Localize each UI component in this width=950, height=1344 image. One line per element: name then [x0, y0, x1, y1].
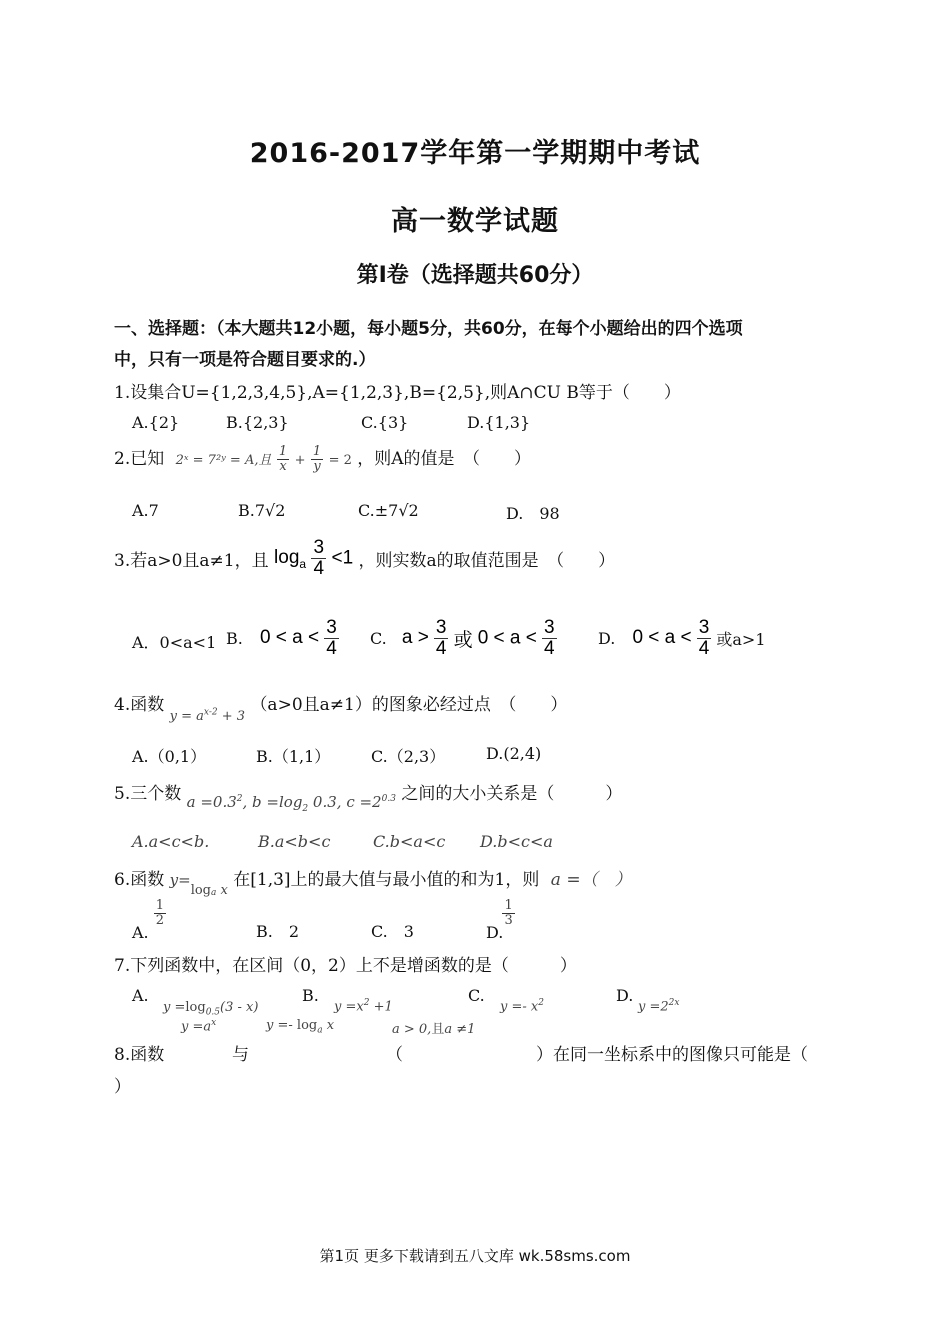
q8-expr-1: $y =a^x$ [181, 1018, 217, 1035]
question-6-stem: 6.函数 $y=\log_a$ x 在[1,3]上的最大值与最小值的和为1，则 a =（ ） [114, 870, 632, 898]
q5-option-a: A.a<c<b. [132, 832, 210, 851]
q6-option-d: D. $\frac{1}{3}$ [486, 898, 513, 942]
q3-stem-post: ，则实数a的取值范围是 （ ） [358, 550, 616, 571]
question-1-stem: 1.设集合U={1,2,3,4,5},A={1,2,3},B={2,5},则A∩CU B等于（ ） [114, 383, 681, 403]
q7-expr-d: $y =2^{2x}$ [638, 998, 680, 1015]
section-title: 第Ⅰ卷（选择题共60分） [356, 263, 594, 288]
q4-option-a: A.（0,1） [132, 747, 207, 766]
question-4-stem: 4.函数 $_{y = a^{x-2} + 3}$ （a>0且a≠1）的图象必经过点 （ ） [114, 695, 568, 724]
page-subtitle: 高一数学试题 [391, 206, 559, 237]
page-title: 2016-2017学年第一学期期中考试 [249, 138, 701, 169]
q7-option-d: D. [616, 986, 634, 1005]
q7-option-c: C. [468, 986, 485, 1005]
q8-stem-mid: 与 [232, 1045, 249, 1065]
q2-stem-pre: 2.已知 [114, 449, 165, 469]
q3-stem-pre: 3.若a>0且a≠1，且 [114, 550, 269, 571]
q8-expr-3: a > 0,且a ≠1 [392, 1022, 476, 1037]
q2-frac-1-over-x: $\frac{1}{x}$ [278, 444, 288, 474]
q4-expr: y = ax-2 + 3 [169, 707, 246, 724]
q7-expr-c: $y =- x^2$ [500, 998, 544, 1015]
q1-option-c: C.{3} [361, 413, 409, 432]
q8-stem-end: ） [114, 1077, 131, 1097]
q2-option-d: D. 98 [506, 504, 560, 523]
q8-stem-post: ）在同一坐标系中的图像只可能是（ [536, 1045, 808, 1065]
q2-option-b: B.7√2 [238, 501, 286, 520]
q2-expr-2: = 2 [328, 453, 352, 468]
q5-option-c: C.b<a<c [373, 832, 446, 851]
q7-option-b: B. [302, 986, 319, 1005]
q7-expr-b: $y =x^2 +1$ [334, 998, 393, 1015]
q1-option-a: A.{2} [132, 413, 180, 432]
q3-option-c: C. a > $\frac{3}{4}$ 或 0 < a < $\frac{3}{4}$ [370, 617, 555, 659]
q2-frac-1-over-y: $\frac{1}{y}$ [312, 444, 322, 474]
q6-expr: $y=\log_a$ x [169, 871, 228, 898]
question-2-stem: 2.已知 2ˣ = 7²ʸ = A,且 $\frac{1}{x}$ + $\frac{1}{y}$ = 2 ，则A的值是 （ ） [114, 444, 532, 474]
q3-frac-3-4: $\frac{3}{4}$ [313, 537, 325, 579]
q2-option-a: A.7 [132, 501, 159, 520]
q1-option-d: D.{1,3} [467, 413, 531, 432]
q7-expr-a: $y =\log_{0.5}(3 - x)$ [163, 1000, 259, 1018]
q5-expr: $a =0.3^2$, $b =\log_2$ 0.3, $c =2^{0.3}$ [186, 793, 396, 814]
q4-option-d: D.(2,4) [486, 744, 542, 763]
q5-option-d: D.b<c<a [480, 832, 553, 851]
q6-option-b: B. 2 [256, 922, 300, 941]
q1-option-b: B.{2,3} [226, 413, 289, 432]
instructions-line-1: 一、选择题：（本大题共12小题，每小题5分，共60分，在每个小题给出的四个选项 [114, 319, 743, 339]
q8-paren-open: （ [386, 1045, 403, 1065]
q3-option-d: D. 0 < a < $\frac{3}{4}$ 或a>1 [598, 617, 766, 659]
q4-option-c: C.（2,3） [371, 747, 446, 766]
q2-option-c: C.±7√2 [358, 501, 419, 520]
q8-expr-2: $y =- \log_a x$ [266, 1018, 335, 1036]
q5-option-b: B.a<b<c [258, 832, 331, 851]
page-footer: 第1页 更多下载请到五八文库 wk.58sms.com [319, 1247, 631, 1265]
question-5-stem: 5.三个数 $a =0.3^2$, $b =\log_2$ 0.3, $c =2^{0.3}$ 之间的大小关系是（ ） [114, 784, 623, 814]
q3-option-b: B. 0 < a < $\frac{3}{4}$ [226, 617, 337, 659]
q4-option-b: B.（1,1） [256, 747, 331, 766]
q8-stem-pre: 8.函数 [114, 1045, 165, 1065]
instructions-line-2: 中，只有一项是符合题目要求的.） [114, 350, 376, 370]
q7-option-a: A. [132, 986, 149, 1005]
question-3-stem: 3.若a>0且a≠1，且 $\log_a$ $\frac{3}{4}$ <1 ，则实数a的取值范围是 （ ） [114, 537, 616, 579]
q3-option-a: A．0<a<1 [132, 633, 217, 652]
q6-option-a: A. $\frac{1}{2}$ [132, 898, 165, 942]
question-7-stem: 7.下列函数中，在区间（0，2）上不是增函数的是（ ） [114, 956, 577, 976]
q2-stem-post: ，则A的值是 （ ） [357, 449, 532, 469]
q6-option-c: C. 3 [371, 922, 414, 941]
q2-expr-1: 2ˣ = 7²ʸ = A,且 [175, 453, 272, 468]
